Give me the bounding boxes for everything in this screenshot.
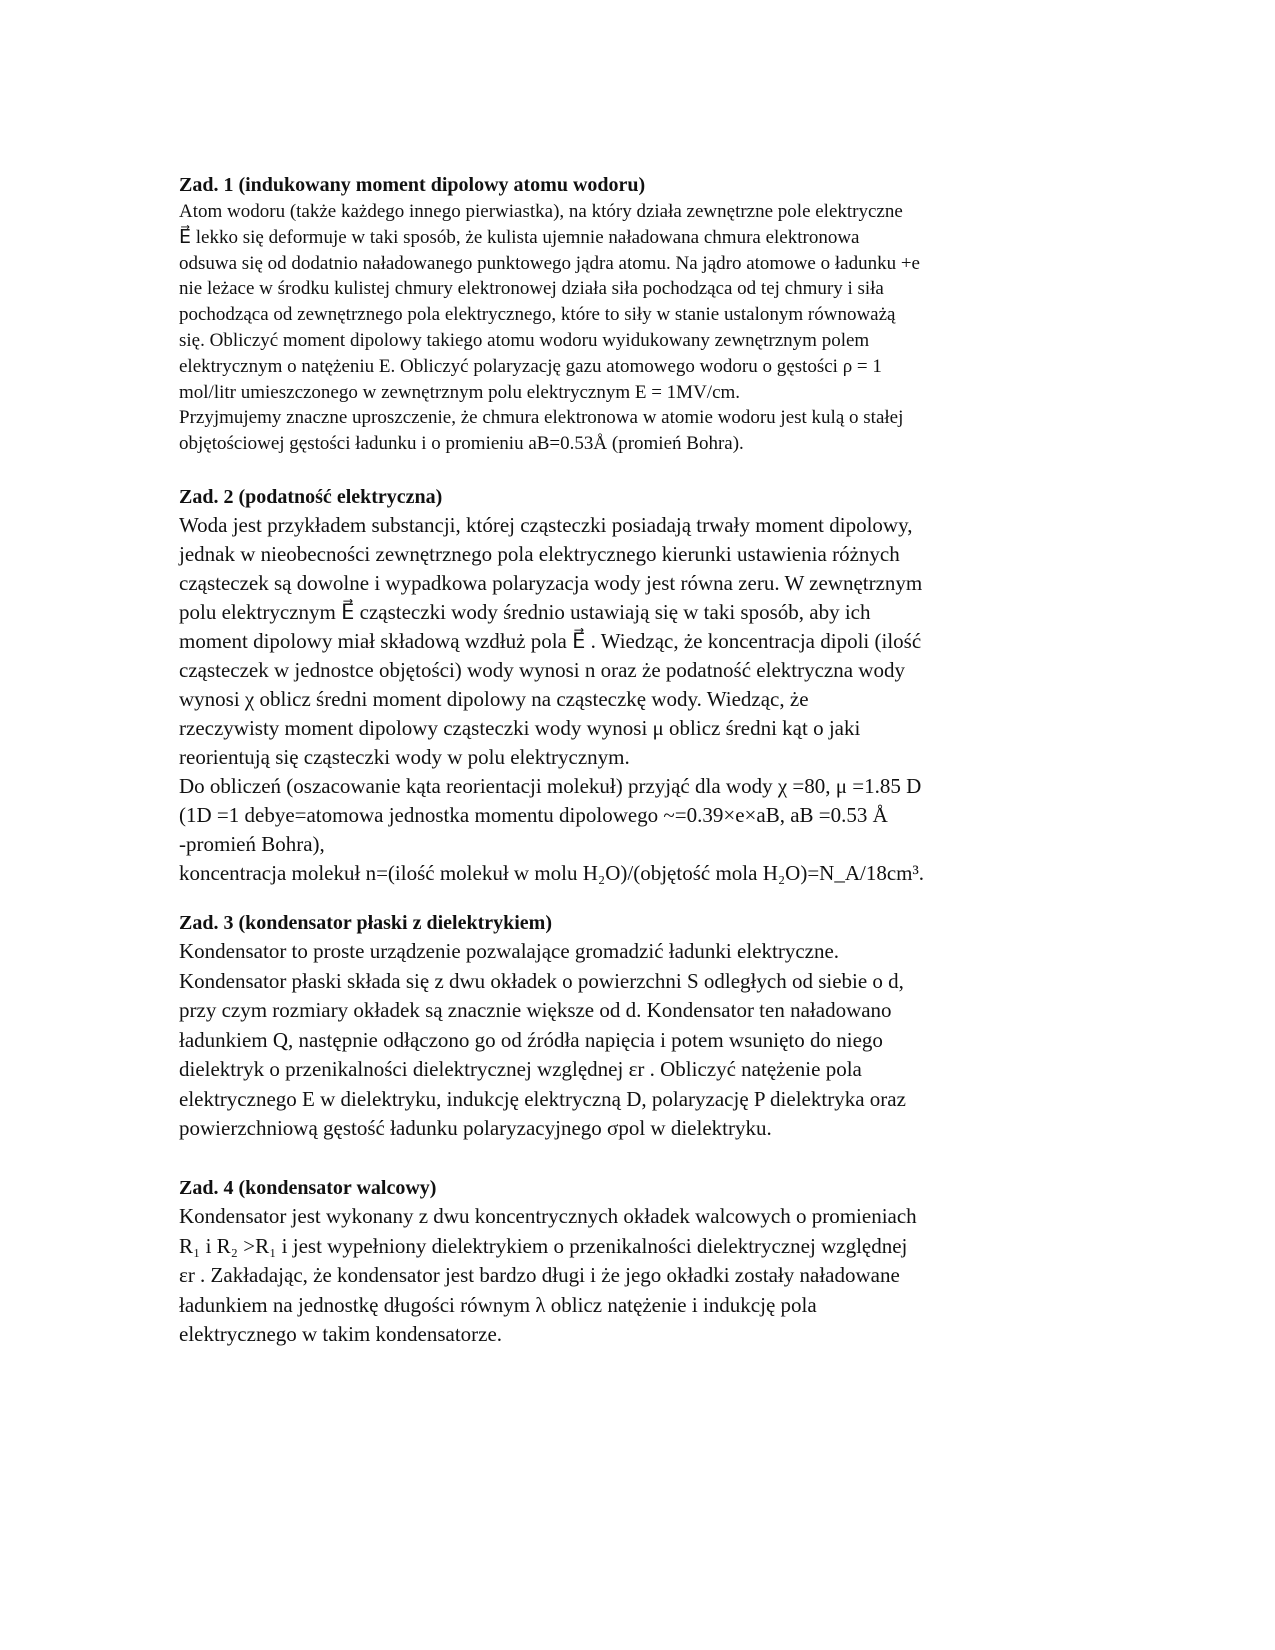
text-line: wynosi χ oblicz średni moment dipolowy na cząsteczkę wody. Wiedząc, że — [179, 687, 809, 711]
problem-title: Zad. 2 (podatność elektryczna) — [179, 486, 443, 508]
text-line: R₁ i R₂ >R₁ i jest wypełniony dielektrykiem o przenikalności dielektrycznej względnej — [179, 1233, 908, 1258]
text-line: przy czym rozmiary okładek są znacznie większe od d. Kondensator ten naładowano — [179, 998, 892, 1022]
text-line: (1D =1 debye=atomowa jednostka momentu dipolowego ~=0.39×e×aB, aB =0.53 Å — [179, 803, 888, 827]
problem-title: Zad. 4 (kondensator walcowy) — [179, 1177, 437, 1199]
problem-4 — [179, 1175, 1049, 1350]
problem-text — [179, 1202, 1049, 1350]
text-line: elektrycznego w takim kondensatorze. — [179, 1322, 503, 1346]
text-line: koncentracja molekuł n=(ilość molekuł w molu H₂O)/(objętość mola H₂O)=N_A/18cm³. — [179, 861, 925, 885]
text-line: polu elektrycznym E⃗ cząsteczki wody średnio ustawiają się w taki sposób, aby ich — [179, 600, 871, 624]
problem-title: Zad. 3 (kondensator płaski z dielektrykiem) — [179, 912, 552, 934]
text-line: dielektryk o przenikalności dielektrycznej względnej εr . Obliczyć natężenie pola — [179, 1057, 862, 1081]
text-line: jednak w nieobecności zewnętrznego pola elektrycznego kierunki ustawienia różnych — [179, 542, 900, 566]
text-line: Kondensator jest wykonany z dwu koncentrycznych okładek walcowych o promieniach — [179, 1204, 917, 1228]
text-line: moment dipolowy miał składową wzdłuż pola E⃗ . Wiedząc, że koncentracja dipoli (ilość — [179, 629, 922, 653]
text-line: powierzchniową gęstość ładunku polaryzacyjnego σpol w dielektryku. — [179, 1116, 772, 1140]
text-line: εr . Zakładając, że kondensator jest bardzo długi i że jego okładki zostały naładowane — [179, 1263, 900, 1287]
text-line: Kondensator to proste urządzenie pozwalające gromadzić ładunki elektryczne. — [179, 939, 840, 963]
text-line: Kondensator płaski składa się z dwu okładek o powierzchni S odległych od siebie o d, — [179, 968, 904, 993]
problem-text — [179, 199, 1049, 457]
text-line: pochodząca od zewnętrznego pola elektrycznego, które to siły w stanie ustalonym równoważą — [179, 304, 896, 326]
text-line: elektrycznego E w dielektryku, indukcję elektryczną D, polaryzację P dielektryka oraz — [179, 1086, 906, 1111]
text-line: rzeczywisty moment dipolowy cząsteczki wody wynosi μ oblicz średni kąt o jaki — [179, 716, 861, 740]
problem-3 — [179, 910, 1049, 1144]
text-line: E⃗ lekko się deformuje w taki sposób, że kulista ujemnie naładowana chmura elektronowa — [179, 226, 860, 248]
text-line: reorientują się cząsteczki wody w polu elektrycznym. — [179, 745, 630, 769]
problem-title: Zad. 1 (indukowany moment dipolowy atomu wodoru) — [179, 174, 646, 196]
text-line: Atom wodoru (także każdego innego pierwiastka), na który działa zewnętrzne pole elektryczne — [179, 201, 903, 222]
problem-1 — [179, 172, 1049, 457]
problem-2 — [179, 484, 1049, 888]
problem-text — [179, 511, 1049, 888]
problem-text — [179, 937, 1049, 1144]
text-line: -promień Bohra), — [179, 832, 325, 856]
text-line: cząsteczek są dowolne i wypadkowa polaryzacja wody jest równa zeru. W zewnętrznym — [179, 571, 923, 595]
text-line: Przyjmujemy znaczne uproszczenie, że chmura elektronowa w atomie wodoru jest kulą o stałej — [179, 407, 904, 429]
text-line: odsuwa się od dodatnio naładowanego punktowego jądra atomu. Na jądro atomowe o ładunku +e — [179, 252, 920, 274]
text-line: nie leżace w środku kulistej chmury elektronowej działa siła pochodząca od tej chmury i siła — [179, 278, 884, 300]
text-line: Do obliczeń (oszacowanie kąta reorientacji molekuł) przyjąć dla wody χ =80, μ =1.85 D — [179, 774, 922, 798]
text-line: się. Obliczyć moment dipolowy takiego atomu wodoru wyidukowany zewnętrznym polem — [179, 329, 870, 351]
text-line: objętościowej gęstości ładunku i o promieniu aB=0.53Å (promień Bohra). — [179, 433, 744, 455]
text-line: ładunkiem na jednostkę długości równym λ oblicz natężenie i indukcję pola — [179, 1292, 817, 1317]
text-line: ładunkiem Q, następnie odłączono go od źródła napięcia i potem wsunięto do niego — [179, 1027, 883, 1052]
text-line: cząsteczek w jednostce objętości) wody wynosi n oraz że podatność elektryczna wody — [179, 658, 905, 682]
text-line: mol/litr umieszczonego w zewnętrznym polu elektrycznym E = 1MV/cm. — [179, 381, 741, 403]
text-line: Woda jest przykładem substancji, której cząsteczki posiadają trwały moment dipolowy, — [179, 513, 913, 537]
text-line: elektrycznym o natężeniu E. Obliczyć polaryzację gazu atomowego wodoru o gęstości ρ = 1 — [179, 355, 882, 377]
